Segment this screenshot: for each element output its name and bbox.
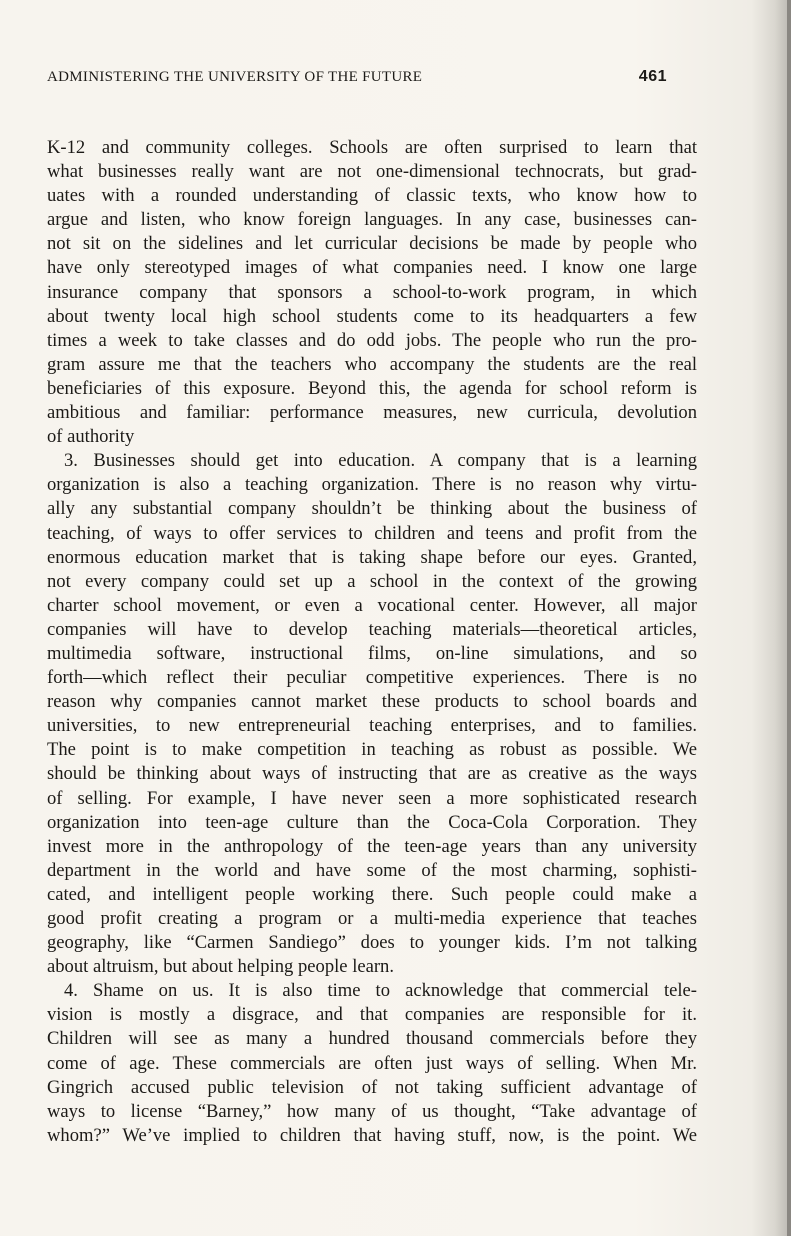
text-line: argue and listen, who know foreign languages. In any case, businesses can-	[47, 209, 697, 231]
body-text	[47, 136, 697, 1148]
text-line: ally any substantial company shouldn’t be thinking about the business of	[47, 498, 697, 520]
page-number: 461	[638, 68, 667, 85]
text-line: geography, like “Carmen Sandiego” does to younger kids. I’m not talking	[47, 932, 697, 954]
text-line: multimedia software, instructional films, on-line simulations, and so	[47, 642, 697, 664]
text-line: forth—which reflect their peculiar competitive experiences. There is no	[47, 667, 697, 689]
text-line: vision is mostly a disgrace, and that companies are responsible for it.	[47, 1004, 697, 1026]
text-line: organization into teen-age culture than the Coca-Cola Corporation. They	[47, 811, 697, 833]
text-line: Children will see as many a hundred thousand commercials before they	[47, 1028, 697, 1050]
page-spine-edge	[787, 0, 791, 1236]
text-line: insurance company that sponsors a school-to-work program, in which	[47, 281, 697, 303]
text-line: teaching, of ways to offer services to children and teens and profit from the	[47, 522, 697, 544]
text-line: of authority	[47, 426, 135, 448]
text-line: good profit creating a program or a multi-media experience that teaches	[47, 908, 697, 929]
text-line: not sit on the sidelines and let curricular decisions be made by people who	[47, 233, 697, 255]
text-line: 3. Businesses should get into education. A company that is a learning	[64, 450, 697, 472]
text-line: times a week to take classes and do odd jobs. The people who run the pro-	[47, 329, 697, 351]
text-line: have only stereotyped images of what companies need. I know one large	[47, 257, 697, 279]
text-line: department in the world and have some of the most charming, sophisti-	[47, 859, 697, 881]
text-line: 4. Shame on us. It is also time to acknowledge that commercial tele-	[64, 980, 697, 1002]
text-line: reason why companies cannot market these products to school boards and	[47, 691, 697, 713]
text-line: should be thinking about ways of instructing that are as creative as the ways	[47, 763, 697, 785]
text-line: enormous education market that is taking shape before our eyes. Granted,	[47, 546, 697, 568]
text-line: about twenty local high school students come to its headquarters a few	[47, 305, 697, 327]
text-line: Gingrich accused public television of not taking sufficient advantage of	[47, 1076, 697, 1098]
text-line: invest more in the anthropology of the teen-age years than any university	[47, 835, 697, 857]
text-line: ways to license “Barney,” how many of us thought, “Take advantage of	[47, 1100, 697, 1122]
text-line: come of age. These commercials are often just ways of selling. When Mr.	[47, 1052, 697, 1074]
text-line: uates with a rounded understanding of classic texts, who know how to	[47, 185, 697, 207]
text-line: organization is also a teaching organization. There is no reason why virtu-	[47, 474, 697, 496]
text-line: whom?” We’ve implied to children that having stuff, now, is the point. We	[47, 1124, 697, 1146]
text-line: gram assure me that the teachers who accompany the students are the real	[47, 353, 697, 375]
text-line: charter school movement, or even a vocational center. However, all major	[47, 594, 697, 616]
running-head	[47, 68, 667, 86]
text-line: about altruism, but about helping people learn.	[47, 956, 394, 978]
text-line: not every company could set up a school in the context of the growing	[47, 570, 697, 592]
text-line: what businesses really want are not one-dimensional technocrats, but grad-	[47, 161, 697, 183]
text-line: ambitious and familiar: performance measures, new curricula, devolution	[47, 402, 697, 424]
text-line: beneficiaries of this exposure. Beyond this, the agenda for school reform is	[47, 377, 697, 399]
text-line: universities, to new entrepreneurial teaching enterprises, and to families.	[47, 715, 697, 737]
text-line: The point is to make competition in teaching as robust as possible. We	[47, 739, 697, 761]
text-line: cated, and intelligent people working there. Such people could make a	[47, 883, 697, 905]
text-line: of selling. For example, I have never seen a more sophisticated research	[47, 787, 697, 809]
text-line: companies will have to develop teaching materials—theoretical articles,	[47, 618, 697, 640]
text-line: K-12 and community colleges. Schools are often surprised to learn that	[47, 137, 697, 158]
running-head-title: ADMINISTERING THE UNIVERSITY OF THE FUTURE	[47, 69, 423, 85]
